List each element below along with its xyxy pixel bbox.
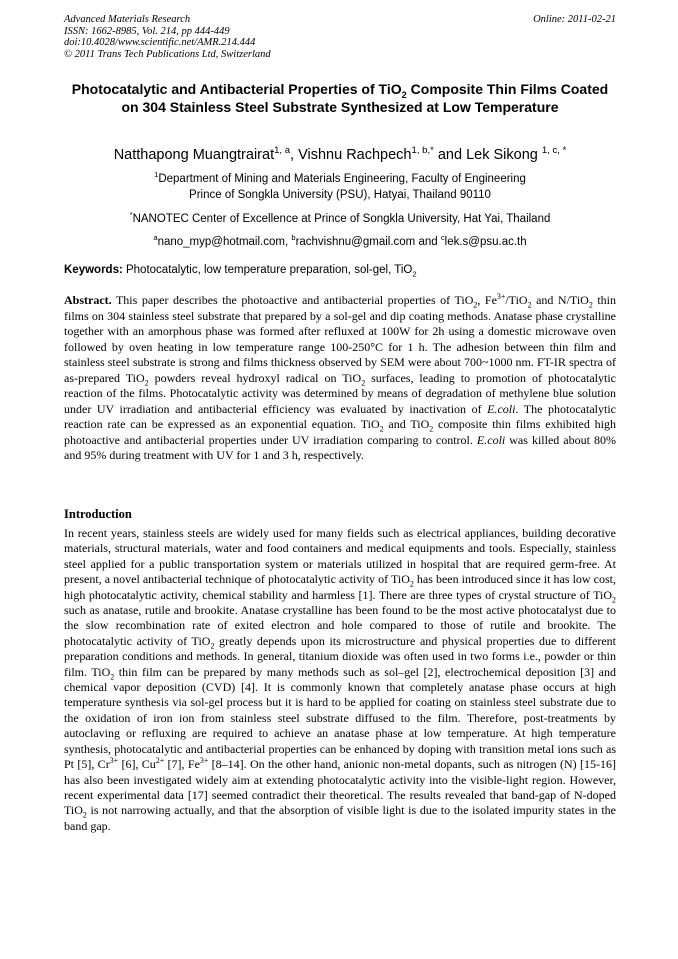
affiliation-1-line-2: Prince of Songkla University (PSU), Hatyai, Thailand 90110 [189, 188, 491, 201]
intro-text: [7], Fe [164, 757, 200, 772]
author-1: Natthapong Muangtrairat [113, 147, 275, 163]
email-c-marker: c [440, 233, 445, 243]
ecoli-italic: E.coli [487, 401, 516, 416]
online-date: Online: 2011-02-21 [533, 14, 616, 25]
intro-text: greatly depends upon its microstructure and physical properties due to different preparation conditions and methods. In general, titanium dioxide was often used in two forms i.e., powder or thin film. TiO [64, 633, 616, 679]
subscript: 2 [379, 424, 384, 434]
affiliation-2-text: NANOTEC Center of Excellence at Prince of Songkla University, Hat Yai, Thailand [132, 213, 551, 225]
subscript: 2 [429, 424, 434, 434]
author-3-affiliation: 1, c, * [541, 145, 567, 157]
subscript: 2 [612, 595, 616, 605]
abstract-label: Abstract. [64, 293, 112, 307]
paper-title [64, 80, 616, 116]
title-subscript: 2 [401, 89, 407, 100]
intro-text: such as anatase, rutile and brookite. Anatase crystalline has been found to be the most active photocatalyst due to the slow recombination rate of exited electron and hole compared to those of rutile and brookite. The photocatalytic activity of TiO [64, 603, 616, 648]
keywords-text: Photocatalytic, low temperature preparation, sol-gel, TiO [122, 264, 413, 276]
publication-header [64, 14, 616, 60]
abstract-text: . The photocatalytic reaction rate can be expressed as an exponential equation. TiO [64, 401, 616, 431]
author-3: and Lek Sikong [433, 147, 542, 163]
intro-text: has been introduced since it has low cost, high photocatalytic activity, chemical stability and harmless [1]. There are three types of crystal structure of TiO [64, 572, 616, 602]
keywords-subscript: 2 [412, 269, 417, 279]
title-text-1: Photocatalytic and Antibacterial Properties of TiO [71, 81, 402, 97]
email-b-marker: b [291, 233, 296, 243]
abstract-text: and TiO [383, 417, 430, 431]
subscript: 2 [144, 377, 149, 387]
superscript: 2+ [155, 756, 165, 766]
author-1-affiliation: 1, a [274, 145, 291, 157]
superscript: 3+ [496, 292, 506, 301]
intro-text: thin film can be prepared by many methods such as sol–gel [2], electrochemical deposition [3] and chemical vapor deposition (CVD) [4]. It is commonly known that completely anatase phase occurs at high temperature synthesis via sol-gel process but it is hard to be applied for coating on stainless steel substrate due to the oxidation of iron ion from stainless steel substrate diffused to the film. Therefore, post-treatments by autoclaving or refluxing are required to achieve an anatase phase at low temperature. At high temperature synthesis, photocatalytic and antibacterial properties can be enhanced by doping with transition metal ions such as Pt [5], Cr [64, 664, 616, 772]
abstract-text: composite thin films exhibited high photoactive and antibacterial properties under UV irradiation comparing to control. [64, 417, 616, 447]
author-emails [64, 235, 616, 251]
intro-text: [6], Cu [118, 757, 156, 772]
affiliation-2 [64, 212, 616, 228]
affiliation-1-marker: 1 [154, 170, 159, 180]
subscript: 2 [361, 377, 366, 387]
subscript: 2 [473, 300, 478, 310]
intro-text: is not narrowing actually, and that the absorption of visible light is due to the isolated impurity states in the band gap. [64, 803, 616, 833]
journal-name: Advanced Materials Research [64, 14, 191, 25]
email-a[interactable]: nano_myp@hotmail.com, [157, 236, 292, 248]
subscript: 2 [110, 672, 115, 682]
doi-line: doi:10.4028/www.scientific.net/AMR.214.444 [64, 37, 256, 48]
intro-text: [8–14]. On the other hand, anionic non-metal dopants, such as nitrogen (N) [15-16] has also been investigated widely aim at extending photocatalytic activity into the visible-light region. However, recent experimental data [17] seemed contradict their theoretical. The results revealed that band-gap of N-doped TiO [64, 757, 617, 818]
affiliation-1-line-1: Department of Mining and Materials Engineering, Faculty of Engineering [158, 173, 526, 185]
abstract-text: This paper describes the photoactive and antibacterial properties of TiO [111, 293, 474, 307]
abstract-text: was killed about 80% and 95% during treatment with UV for 1 and 3 h, respectively. [64, 432, 616, 462]
abstract-text: /TiO [505, 293, 528, 307]
abstract-text: and N/TiO [531, 293, 589, 307]
author-list [64, 146, 616, 164]
author-2: , Vishnu Rachpech [290, 147, 412, 163]
copyright-line: © 2011 Trans Tech Publications Ltd, Switzerland [64, 48, 271, 60]
subscript: 2 [210, 641, 215, 651]
email-b[interactable]: rachvishnu@gmail.com and [295, 236, 441, 248]
email-a-marker: a [153, 233, 158, 243]
affiliation-2-marker: * [129, 210, 133, 220]
abstract [64, 293, 616, 464]
superscript: 3+ [199, 756, 209, 766]
abstract-text: thin films on 304 stainless steel substrate that prepared by a sol-gel and dip coating methods. Anatase phase crystalline together with an amorphous phase was formed after refluxed at 100W for 2h using a domestic microwave oven followed by oven heating in low temperature range 100-250°C for 1 h. The adhesion between thin film and stainless steel substrate is strong and films thickness observed by SEM were about 700~1000 nm. FT-IR spectra of as-prepared TiO [64, 293, 617, 385]
abstract-text: , Fe [477, 293, 497, 307]
superscript: 3+ [109, 756, 119, 766]
subscript: 2 [409, 579, 414, 589]
abstract-text: powders reveal hydroxyl radical on TiO [148, 370, 362, 385]
abstract-text: surfaces, leading to promotion of photocatalytic reaction of the films. Photocatalytic activity was determined by means of degradation of methylene blue solution under UV irradiation and antibacterial efficiency was evaluated by inactivation of [64, 370, 617, 416]
keywords-label: Keywords: [64, 264, 123, 276]
intro-text: In recent years, stainless steels are widely used for many fields such as electrical appliances, building decorative materials, structural materials, water and food containers and medical equipments and tools. Especially, stainless steel applied for a public transportation system or materials utilized in hospital that are required germ-free. At present, a novel antibacterial technique of photocatalytic activity of TiO [64, 526, 616, 587]
issn-line: ISSN: 1662-8985, Vol. 214, pp 444-449 [64, 25, 230, 37]
subscript: 2 [82, 810, 87, 820]
title-text-2: Composite Thin Films Coated on 304 Stainless Steel Substrate Synthesized at Low Temperature [121, 81, 609, 115]
introduction-heading: Introduction [64, 507, 132, 521]
subscript: 2 [527, 300, 532, 310]
affiliation-1 [64, 172, 616, 203]
author-2-affiliation: 1, b,* [411, 145, 434, 157]
introduction-paragraph [64, 526, 616, 834]
ecoli-italic: E.coli [476, 432, 506, 447]
email-c[interactable]: lek.s@psu.ac.th [444, 236, 527, 248]
keywords [64, 263, 616, 278]
subscript: 2 [588, 300, 593, 310]
